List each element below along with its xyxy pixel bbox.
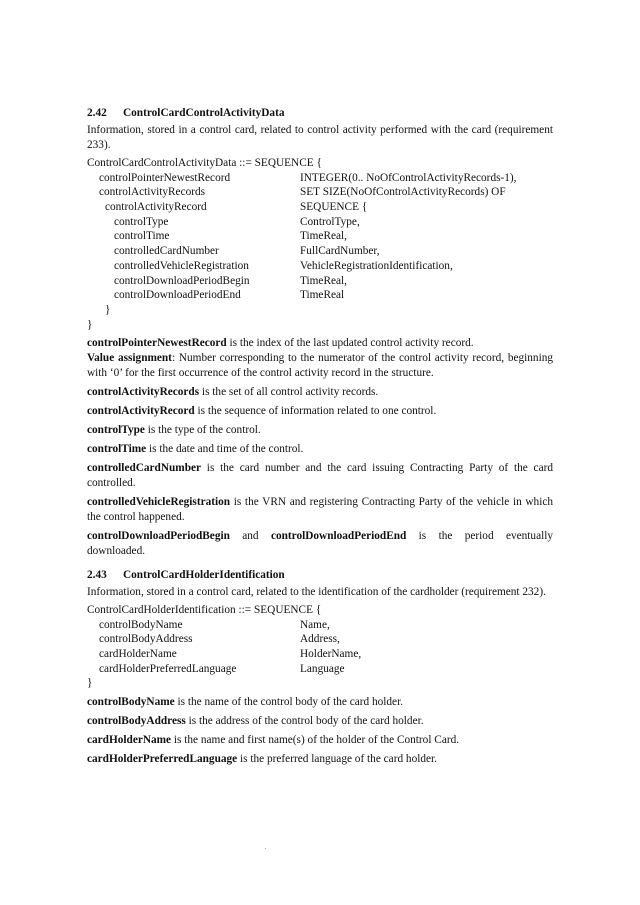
definition-text: is the period eventually downloaded.: [87, 530, 554, 558]
code-field-name: }: [87, 677, 93, 690]
definition-paragraph: [87, 461, 553, 491]
definition-paragraph: [87, 442, 553, 457]
definition-text: is the VRN and registering Contracting Party of the vehicle in which the control happened.: [87, 496, 553, 524]
section-intro: Information, stored in a control card, related to control activity performed with the card (requirement 233).: [87, 124, 553, 151]
code-line: [87, 171, 553, 186]
code-line: [87, 156, 553, 171]
code-field-name: cardHolderName: [99, 648, 177, 661]
code-line: [87, 647, 553, 662]
code-line: [87, 244, 553, 259]
code-line: [87, 229, 553, 244]
code-field-type: SET SIZE(NoOfControlActivityRecords) OF: [300, 186, 506, 199]
code-field-type: Language: [300, 662, 345, 675]
definition-paragraph: [87, 423, 553, 438]
code-field-name: }: [87, 318, 93, 331]
code-field-name: controlledCardNumber: [114, 245, 219, 258]
definition-paragraph: [87, 495, 553, 525]
definition-term: controlType: [87, 424, 145, 437]
code-field-name: controlBodyName: [99, 618, 183, 631]
definition-text: : Number corresponding to the numerator of the control activity record, beginning with ‘0’ for the first occurrence of the control activity record in the structure.: [87, 352, 553, 380]
definition-term: controlledCardNumber: [87, 462, 202, 475]
code-line: [87, 632, 553, 647]
code-line: [87, 303, 553, 318]
definition-text: is the name of the control body of the card holder.: [174, 696, 404, 709]
definition-term: controlActivityRecords: [87, 386, 200, 399]
code-field-type: VehicleRegistrationIdentification,: [300, 259, 453, 272]
definition-text: is the type of the control.: [144, 424, 261, 437]
code-field-type: TimeReal,: [300, 230, 347, 243]
code-field-type: HolderName,: [300, 648, 362, 661]
definition-text: is the date and time of the control.: [146, 443, 304, 456]
code-field-type: ControlType,: [300, 215, 360, 228]
section-heading: [87, 106, 553, 121]
definition-paragraph: [87, 529, 553, 559]
definition-term: controlTime: [87, 443, 147, 456]
definition-paragraph: [87, 733, 553, 748]
code-line: [87, 185, 553, 200]
code-field-name: controlType: [114, 215, 169, 228]
definitions: [87, 695, 553, 767]
asn1-definition: [87, 156, 553, 332]
section-heading: [87, 568, 553, 583]
code-field-type: TimeReal,: [300, 274, 347, 287]
definition-term: cardHolderPreferredLanguage: [87, 753, 238, 766]
code-line: [87, 318, 553, 333]
definition-term: controlBodyAddress: [87, 715, 186, 728]
section-2-42: [87, 106, 553, 559]
code-field-name: controlBodyAddress: [99, 633, 193, 646]
definition-paragraph: [87, 752, 553, 767]
definition-term: controlActivityRecord: [87, 405, 195, 418]
definition-paragraph: [87, 336, 553, 351]
definition-paragraph: [87, 695, 553, 710]
definition-term: controlledVehicleRegistration: [87, 496, 231, 509]
code-line: [87, 603, 553, 618]
definition-text: is the name and first name(s) of the holder of the Control Card.: [171, 734, 460, 747]
code-line: [87, 200, 553, 215]
code-field-name: controlDownloadPeriodEnd: [114, 289, 241, 302]
code-line: [87, 662, 553, 677]
definition-term: Value assignment: [87, 352, 172, 365]
code-line: [87, 288, 553, 303]
code-line: [87, 274, 553, 289]
definition-text: and: [229, 530, 271, 543]
definition-paragraph: [87, 385, 553, 400]
code-line: [87, 676, 553, 691]
section-2-43: [87, 568, 553, 767]
code-field-name: cardHolderPreferredLanguage: [99, 662, 237, 675]
definition-text: is the set of all control activity records.: [199, 386, 379, 399]
definition-text: is the address of the control body of the card holder.: [185, 715, 424, 728]
section-intro: Information, stored in a control card, related to the identification of the cardholder (requirement 232).: [87, 586, 546, 598]
code-field-type: TimeReal: [300, 289, 345, 302]
scan-speck: [265, 848, 266, 849]
code-field-type: Name,: [300, 618, 330, 631]
code-field-type: Address,: [300, 633, 340, 646]
definition-text: is the index of the last updated control activity record.: [226, 337, 474, 350]
definition-text: is the card number and the card issuing Contracting Party of the card controlled.: [87, 462, 553, 490]
code-line: [87, 259, 553, 274]
section-title: ControlCardHolderIdentification: [123, 569, 285, 581]
definition-term: controlDownloadPeriodEnd: [270, 530, 407, 543]
code-line: [87, 215, 553, 230]
definitions: [87, 336, 553, 559]
definition-paragraph: [87, 714, 553, 729]
code-field-name: ControlCardHolderIdentification ::= SEQUENCE {: [87, 604, 322, 616]
code-line: [87, 618, 553, 633]
code-field-name: controlTime: [114, 230, 170, 243]
code-field-name: controlPointerNewestRecord: [99, 171, 231, 184]
definition-text: is the sequence of information related to one control.: [194, 405, 437, 418]
definition-term: controlBodyName: [87, 696, 175, 709]
section-number: 2.42: [87, 107, 107, 119]
code-field-name: controlActivityRecords: [99, 186, 206, 199]
definition-paragraph: [87, 404, 553, 419]
definition-paragraph: [87, 351, 553, 381]
code-field-type: INTEGER(0.. NoOfControlActivityRecords-1),: [300, 171, 517, 184]
code-field-name: controlDownloadPeriodBegin: [114, 274, 250, 287]
code-field-type: SEQUENCE {: [300, 201, 368, 214]
asn1-definition: [87, 603, 553, 691]
code-field-name: ControlCardControlActivityData ::= SEQUENCE {: [87, 157, 322, 169]
definition-text: is the preferred language of the card holder.: [237, 753, 437, 766]
section-title: ControlCardControlActivityData: [123, 107, 285, 119]
code-field-name: controlledVehicleRegistration: [114, 259, 249, 272]
code-field-name: controlActivityRecord: [105, 201, 207, 214]
definition-term: controlPointerNewestRecord: [87, 337, 227, 350]
code-field-type: FullCardNumber,: [300, 245, 380, 258]
code-field-name: }: [105, 303, 111, 316]
definition-term: controlDownloadPeriodBegin: [87, 530, 230, 543]
section-number: 2.43: [87, 569, 107, 581]
definition-term: cardHolderName: [87, 734, 172, 747]
